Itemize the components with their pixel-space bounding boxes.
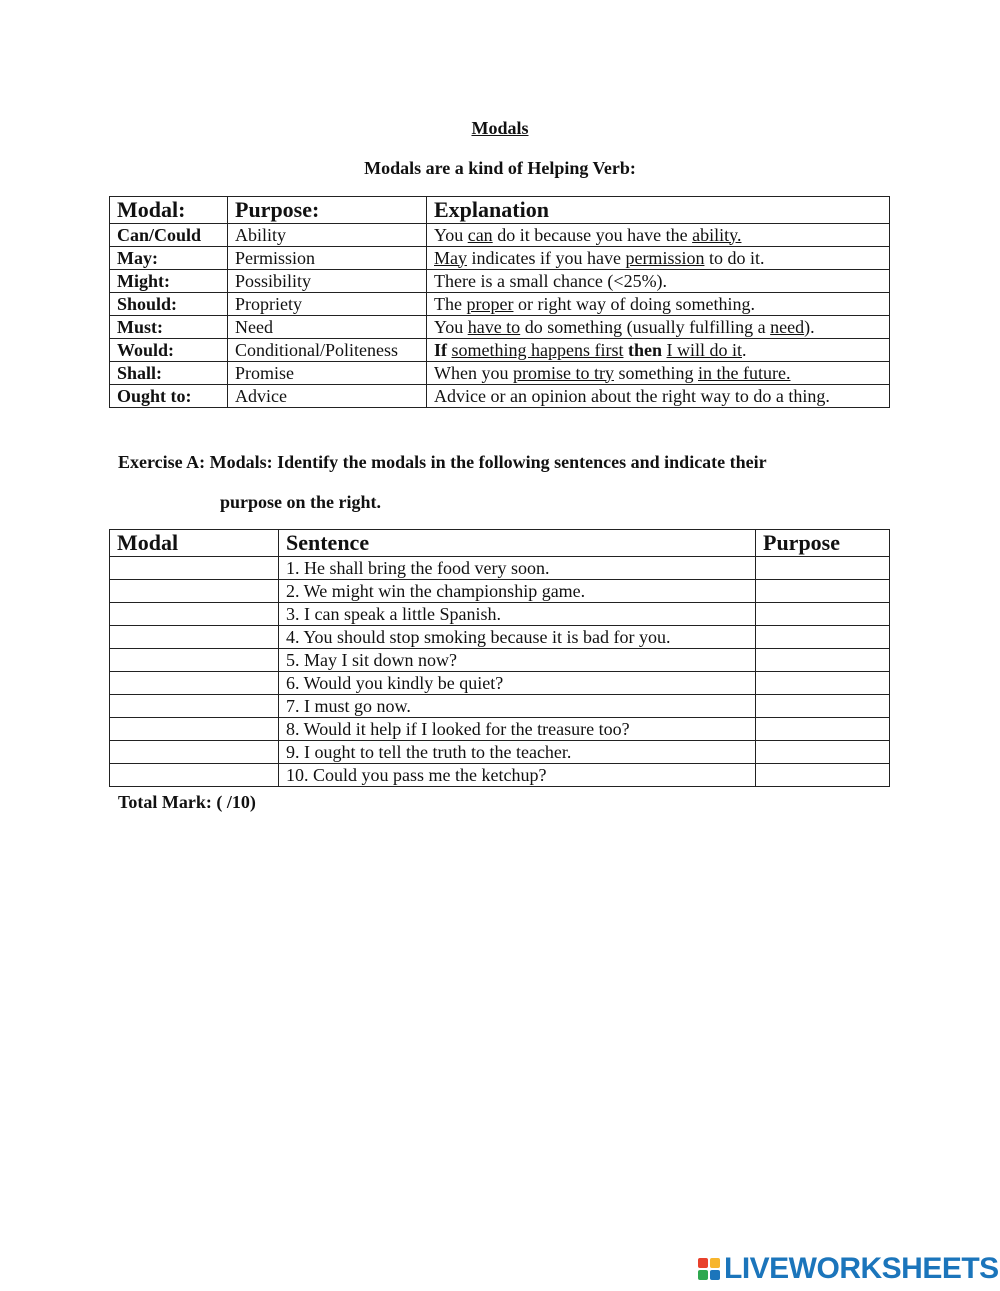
exercise-table-header (110, 530, 890, 557)
logo-text: LIVEWORKSHEETS (724, 1252, 999, 1285)
explanation-segment: ). (804, 316, 815, 337)
header-modal: Modal: (110, 197, 228, 224)
purpose-answer-field[interactable] (756, 718, 890, 741)
explanation-segment: If (434, 339, 447, 360)
exercise-sentence: 9. I ought to tell the truth to the teacher. (279, 741, 756, 764)
modal-answer-field[interactable] (110, 603, 279, 626)
exercise-row (110, 580, 890, 603)
modal-name: May: (110, 247, 228, 270)
explanation-segment: do it because you have the (492, 224, 693, 245)
header-modal: Modal (110, 530, 279, 557)
modal-answer-field[interactable] (110, 580, 279, 603)
modal-row (110, 270, 890, 293)
purpose-answer-field[interactable] (756, 626, 890, 649)
modal-purpose: Permission (228, 247, 427, 270)
exercise-sentence: 1. He shall bring the food very soon. (279, 557, 756, 580)
exercise-sentence: 8. Would it help if I looked for the treasure too? (279, 718, 756, 741)
modal-answer-field[interactable] (110, 557, 279, 580)
explanation-segment: to do it. (704, 247, 765, 268)
total-mark: Total Mark: ( /10) (118, 792, 256, 812)
modal-explanation (427, 247, 890, 270)
modal-purpose: Advice (228, 385, 427, 408)
explanation-segment: then (627, 339, 662, 360)
liveworksheets-logo (698, 1252, 999, 1286)
exercise-sentence: 4. You should stop smoking because it is bad for you. (279, 626, 756, 649)
header-sentence: Sentence (279, 530, 756, 557)
explanation-segment: When you (434, 362, 513, 383)
modal-row (110, 316, 890, 339)
exercise-row (110, 626, 890, 649)
modal-row (110, 362, 890, 385)
modals-table-header (110, 197, 890, 224)
modal-answer-field[interactable] (110, 764, 279, 787)
modal-explanation (427, 385, 890, 408)
logo-block (698, 1258, 708, 1268)
exercise-table (109, 529, 890, 787)
exercise-row (110, 764, 890, 787)
page-title: Modals (471, 118, 529, 138)
explanation-segment: need (770, 316, 805, 337)
explanation-segment: have to (467, 316, 521, 337)
modal-name: Can/Could (110, 224, 228, 247)
modal-row (110, 247, 890, 270)
explanation-segment: I will do it (666, 339, 742, 360)
modal-row (110, 224, 890, 247)
explanation-segment: You (434, 316, 468, 337)
explanation-segment: The (434, 293, 467, 314)
purpose-answer-field[interactable] (756, 603, 890, 626)
modals-table (109, 196, 890, 408)
logo-block (698, 1270, 708, 1280)
exercise-row (110, 603, 890, 626)
explanation-segment: indicates if you have (467, 247, 626, 268)
modal-purpose: Need (228, 316, 427, 339)
modal-explanation (427, 293, 890, 316)
modal-name: Should: (110, 293, 228, 316)
modal-row (110, 339, 890, 362)
modal-explanation (427, 270, 890, 293)
explanation-segment: or right way of doing something. (513, 293, 755, 314)
exercise-row (110, 741, 890, 764)
modal-name: Might: (110, 270, 228, 293)
exercise-row (110, 649, 890, 672)
header-purpose: Purpose (756, 530, 890, 557)
purpose-answer-field[interactable] (756, 695, 890, 718)
modal-name: Shall: (110, 362, 228, 385)
modal-explanation (427, 339, 890, 362)
modal-purpose: Propriety (228, 293, 427, 316)
page-subtitle: Modals are a kind of Helping Verb: (364, 158, 636, 178)
modal-purpose: Possibility (228, 270, 427, 293)
purpose-answer-field[interactable] (756, 557, 890, 580)
purpose-answer-field[interactable] (756, 672, 890, 695)
explanation-segment: in the future. (697, 362, 791, 383)
explanation-segment: something happens first (451, 339, 624, 360)
modal-row (110, 385, 890, 408)
modal-name: Must: (110, 316, 228, 339)
modal-answer-field[interactable] (110, 649, 279, 672)
logo-block (710, 1258, 720, 1268)
modal-name: Ought to: (110, 385, 228, 408)
purpose-answer-field[interactable] (756, 741, 890, 764)
logo-block (710, 1270, 720, 1280)
purpose-answer-field[interactable] (756, 649, 890, 672)
explanation-segment: promise to try (512, 362, 614, 383)
logo-blocks-icon (698, 1258, 720, 1280)
exercise-sentence: 6. Would you kindly be quiet? (279, 672, 756, 695)
purpose-answer-field[interactable] (756, 580, 890, 603)
explanation-segment: can (467, 224, 493, 245)
exercise-row (110, 695, 890, 718)
exercise-sentence: 5. May I sit down now? (279, 649, 756, 672)
exercise-row (110, 557, 890, 580)
exercise-title: Exercise A: Modals: Identify the modals in the following sentences and indicate their (118, 452, 767, 472)
exercise-sentence: 7. I must go now. (279, 695, 756, 718)
exercise-title-continued: purpose on the right. (220, 492, 382, 512)
explanation-segment: do something (usually fulfilling a (520, 316, 771, 337)
modal-purpose: Promise (228, 362, 427, 385)
explanation-segment: There is a small chance (<25%). (434, 270, 668, 291)
modal-name: Would: (110, 339, 228, 362)
modal-purpose: Conditional/Politeness (228, 339, 427, 362)
explanation-segment: . (742, 339, 747, 360)
exercise-row (110, 718, 890, 741)
modal-answer-field[interactable] (110, 695, 279, 718)
modal-answer-field[interactable] (110, 672, 279, 695)
purpose-answer-field[interactable] (756, 764, 890, 787)
explanation-segment: proper (466, 293, 514, 314)
exercise-sentence: 2. We might win the championship game. (279, 580, 756, 603)
modal-answer-field[interactable] (110, 626, 279, 649)
modal-explanation (427, 316, 890, 339)
explanation-segment: ability. (692, 224, 742, 245)
modal-answer-field[interactable] (110, 741, 279, 764)
exercise-sentence: 3. I can speak a little Spanish. (279, 603, 756, 626)
header-explanation: Explanation (427, 197, 890, 224)
header-purpose: Purpose: (228, 197, 427, 224)
modal-explanation (427, 224, 890, 247)
modal-explanation (427, 362, 890, 385)
exercise-sentence: 10. Could you pass me the ketchup? (279, 764, 756, 787)
exercise-row (110, 672, 890, 695)
explanation-segment: permission (625, 247, 705, 268)
explanation-segment: something (613, 362, 698, 383)
modal-purpose: Ability (228, 224, 427, 247)
explanation-segment: May (434, 247, 467, 268)
explanation-segment: You (434, 224, 468, 245)
modal-answer-field[interactable] (110, 718, 279, 741)
explanation-segment: Advice or an opinion about the right way to do a thing. (434, 385, 830, 406)
modal-row (110, 293, 890, 316)
